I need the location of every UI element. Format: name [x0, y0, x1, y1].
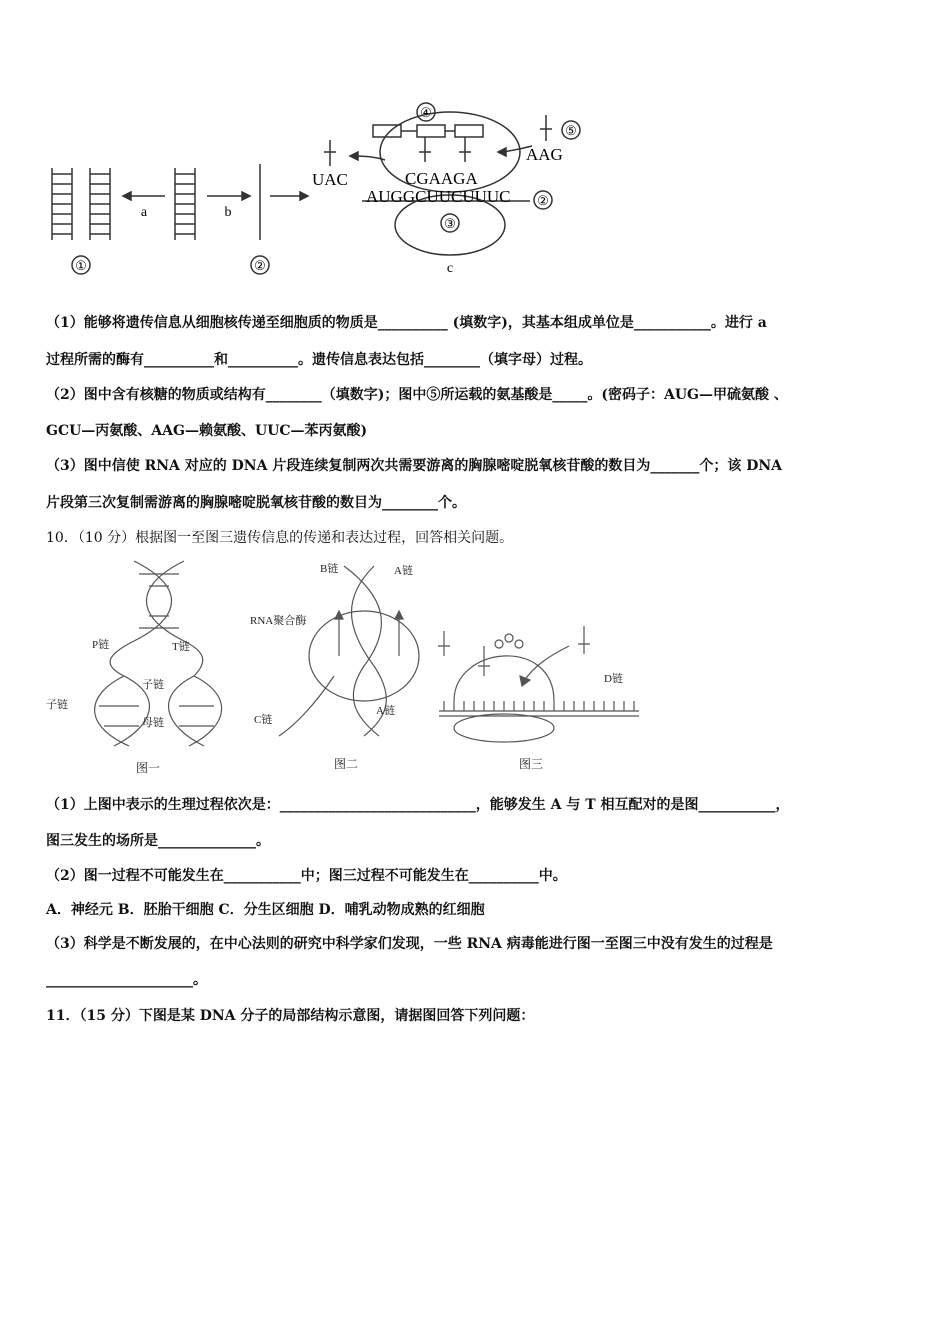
q10-title: 10．（10 分）根据图一至图三遗传信息的传递和表达过程，回答相关问题。 [46, 530, 514, 546]
fig2-a-chain-top: A链 [394, 565, 413, 577]
q10-line-6: _____________________。 [46, 972, 207, 988]
q9-line-1: （1）能够将遗传信息从细胞核传递至细胞质的物质是__________ (填数字)，其基本组成单位是___________。进行 a [46, 315, 767, 331]
label-circle-2b: ② [537, 193, 549, 208]
q9-line-3: （2）图中含有核糖的物质或结构有________（填数字)；图中⑤所运载的氨基酸是_____。(密码子：AUG—甲硫氨酸 、 [46, 387, 788, 403]
fig2-c-chain: C链 [254, 714, 273, 726]
figure-three-panels [44, 556, 644, 776]
fig1-p-chain: P链 [92, 639, 110, 651]
q10-line-5: （3）科学是不断发展的，在中心法则的研究中科学家们发现，一些 RNA 病毒能进行图一至图三中没有发生的过程是 [46, 936, 773, 952]
dna-ladder-2 [90, 168, 110, 240]
q11-title: 11．（15 分）下图是某 DNA 分子的局部结构示意图，请据图回答下列问题： [46, 1008, 535, 1024]
dna-ladder-1 [52, 168, 72, 240]
fig3-caption: 图三 [519, 757, 544, 771]
label-uac: UAC [312, 170, 348, 189]
q9-line-6: 片段第三次复制需游离的胸腺嘧啶脱氧核苷酸的数目为________个。 [46, 495, 466, 511]
top-figure [40, 100, 600, 280]
fig1-mother-chain: 母链 [142, 717, 164, 729]
fig1-t-chain: T链 [172, 641, 190, 653]
fig2-rna-polymerase: RNA聚合酶 [250, 615, 307, 627]
label-b: b [224, 205, 232, 220]
fig1-child-chain-left: 子链 [46, 699, 68, 711]
label-circle-1: ① [75, 258, 87, 273]
fig3-d-chain: D链 [604, 673, 623, 685]
fig1-caption: 图一 [136, 761, 161, 775]
label-c: c [446, 261, 454, 276]
q10-line-4: A．神经元 B．胚胎干细胞 C．分生区细胞 D．哺乳动物成熟的红细胞 [46, 902, 485, 918]
q10-line-2: 图三发生的场所是______________。 [46, 833, 270, 849]
label-circle-3: ③ [444, 216, 456, 231]
label-cgaaga: CGAAGA [405, 169, 478, 188]
q9-line-2: 过程所需的酶有__________和__________。遗传信息表达包括________（填字母）过程。 [46, 352, 592, 368]
label-aag: AAG [526, 145, 563, 164]
q9-line-5: （3）图中信使 RNA 对应的 DNA 片段连续复制两次共需要游离的胸腺嘧啶脱氧核苷酸的数目为_______个；该 DNA [46, 458, 783, 474]
q9-line-4: GCU—丙氨酸、AAG—赖氨酸、UUC—苯丙氨酸) [46, 423, 368, 439]
label-mrna: AUGGCUUCUUUC [366, 187, 511, 206]
label-a: a [140, 205, 148, 220]
q10-line-3: （2）图一过程不可能发生在___________中；图三过程不可能发生在__________中。 [46, 868, 567, 884]
fig2-a-chain-bottom: A链 [376, 705, 395, 717]
fig1-child-chain-mid: 子链 [142, 679, 164, 691]
fig2-caption: 图二 [334, 757, 359, 771]
fig2-transcription [279, 566, 419, 736]
dna-ladder-3 [175, 168, 195, 240]
fig2-b-chain: B链 [320, 563, 339, 575]
q10-line-1: （1）上图中表示的生理过程依次是：____________________________，能够发生 A 与 T 相互配对的是图___________， [46, 797, 790, 813]
label-circle-5: ⑤ [565, 123, 577, 138]
label-circle-4: ④ [420, 105, 432, 120]
label-circle-2a: ② [254, 258, 266, 273]
